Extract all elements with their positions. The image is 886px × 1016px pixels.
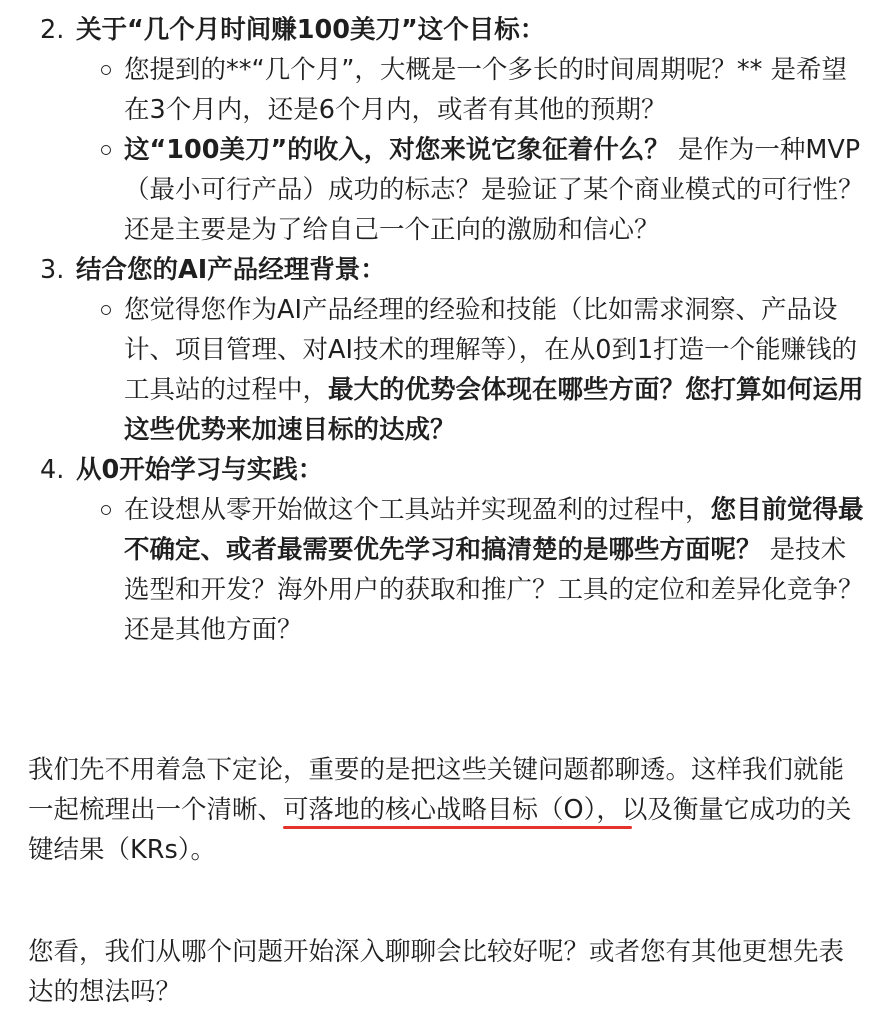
red-underline-annotation bbox=[283, 826, 632, 829]
sub-list bbox=[76, 490, 886, 650]
question-list bbox=[0, 10, 886, 650]
list-item bbox=[0, 450, 886, 650]
sub-item-text: 是作为一种MVP（最小可行产品）成功的标志？是验证了某个商业模式的可行性？还是主要是为了给自己一个正向的激励和信心？ bbox=[124, 135, 864, 245]
sub-item-text: 是技术选型和开发？海外用户的获取和推广？工具的定位和差异化竞争？还是其他方面？ bbox=[124, 535, 864, 645]
list-number: 3. bbox=[40, 255, 65, 285]
closing-question: 您看，我们从哪个问题开始深入聊聊会比较好呢？或者您有其他更想先表达的想法吗？ bbox=[28, 937, 845, 1007]
sub-item-bold: 您目前觉得最不确定、或者最需要优先学习和搞清楚的是哪些方面呢？ bbox=[124, 495, 864, 565]
list-item bbox=[0, 250, 886, 450]
list-item-title: 从0开始学习与实践： bbox=[76, 455, 324, 485]
bullet-icon bbox=[101, 305, 111, 315]
sub-item-text: 您觉得您作为AI产品经理的经验和技能（比如需求洞察、产品设计、项目管理、对AI技术的理解等），在从0到1打造一个能赚钱的工具站的过程中， bbox=[124, 295, 858, 405]
list-number: 4. bbox=[40, 455, 65, 485]
sub-item-bold: 最大的优势会体现在哪些方面？您打算如何运用这些优势来加速目标的达成？ bbox=[124, 375, 864, 445]
bullet-icon bbox=[101, 65, 111, 75]
list-item bbox=[0, 10, 886, 250]
sub-item-bold: 这“100美刀”的收入，对您来说它象征着什么？ bbox=[124, 135, 670, 165]
sub-list bbox=[76, 290, 886, 450]
sub-item-text: 在设想从零开始做这个工具站并实现盈利的过程中， bbox=[124, 495, 711, 525]
summary-paragraph bbox=[28, 750, 868, 870]
paragraph-text: 我们先不用着急下定论，重要的是把这些关键问题都聊透。这样我们就能一起梳理出一个清晰、 bbox=[28, 755, 845, 825]
list-number: 2. bbox=[40, 15, 65, 45]
list-item-title: 关于“几个月时间赚100美刀”这个目标： bbox=[76, 15, 546, 45]
bullet-icon bbox=[101, 145, 111, 155]
highlight-text: 可落地的核心战略目标（O）， bbox=[283, 795, 622, 825]
sub-list bbox=[76, 50, 886, 250]
sub-list-item bbox=[76, 50, 886, 130]
sub-item-text: 您提到的**“几个月”，大概是一个多长的时间周期呢？** 是希望在3个月内，还是6个月内，或者有其他的预期？ bbox=[124, 55, 848, 125]
paragraph-text: 以及衡量它成功的关键结果（KRs）。 bbox=[28, 795, 852, 865]
highlighted-phrase bbox=[283, 795, 622, 825]
bullet-icon bbox=[101, 505, 111, 515]
list-item-title: 结合您的AI产品经理背景： bbox=[76, 255, 386, 285]
sub-list-item bbox=[76, 130, 886, 250]
sub-list-item bbox=[76, 490, 886, 650]
sub-list-item bbox=[76, 290, 886, 450]
